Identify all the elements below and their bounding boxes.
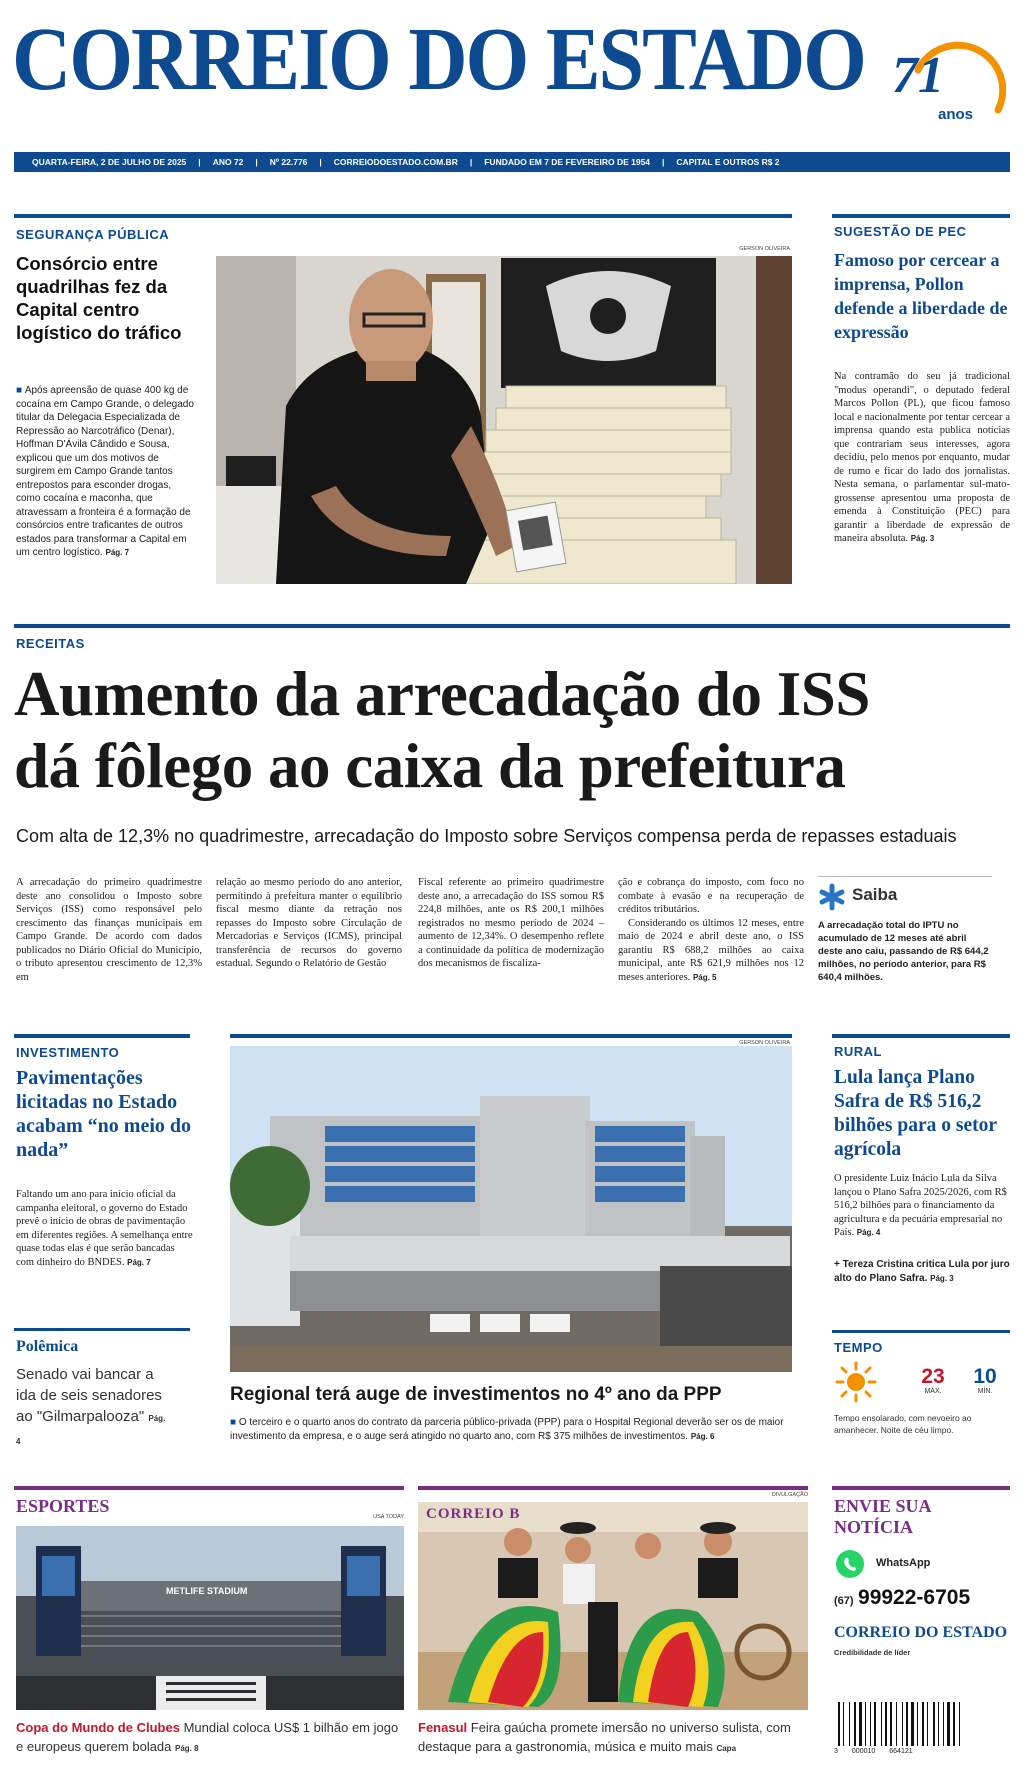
investimento-page[interactable]: Pág. 7 [127,1257,151,1267]
security-page[interactable]: Pág. 7 [105,548,130,557]
lead-col-4 [618,876,804,984]
fenasul-photo [418,1502,808,1710]
saiba-body: A arrecadação total do IPTU no acumulado de 12 meses até abril deste ano caiu, passando de R$ 644,2 milhões, no período anterior, para R$ 640,4 milhões. [818,920,989,983]
security-credit: GERSON OLIVEIRA [739,246,790,252]
investimento-kicker: INVESTIMENTO [16,1045,120,1060]
lead-headline-line2: dá fôlego ao caixa da prefeitura [14,731,846,801]
info-number: Nº 22.776 [269,157,308,167]
contact-slogan: Credibilidade de líder [834,1648,911,1657]
section-rule [14,1034,190,1038]
weather-max-value: 23 [921,1365,945,1388]
lead-deck: Com alta de 12,3% no quadrimestre, arrecadação do Imposto sobre Serviços compensa perda de repasses estaduais [16,826,957,846]
security-body [16,384,196,560]
esportes-body: Mundial coloca US$ 1 bilhão em jogo e europeus querem bolada [16,1720,399,1754]
hospital-body-text: O terceiro e o quarto anos do contrato da parceria público-privada (PPP) para o Hospital Regional deverão ser os de maior investimento da empresa, e o auge será atingido no quarto ano, com R$ 375 milhões de investimentos. [230,1417,784,1442]
whatsapp-label: WhatsApp [876,1557,931,1569]
esportes-credit: USA TODAY [373,1514,404,1520]
contact-phone[interactable] [834,1586,970,1610]
asterisk-icon [818,883,846,911]
barcode-mid: 000010 [851,1748,876,1755]
weather-min-value: 10 [973,1365,997,1388]
esportes-lead: Copa do Mundo de Clubes [16,1720,180,1735]
contact-title-line2: NOTÍCIA [834,1517,914,1537]
investimento-body [16,1188,194,1269]
polemica-page[interactable]: Pág. 4 [16,1414,166,1446]
weather-min [970,1366,1000,1395]
anniversary-number: 71 [892,47,944,104]
section-rule [14,624,1010,628]
section-rule [418,1486,808,1490]
weather-kicker: TEMPO [834,1340,883,1355]
bullet-icon: ■ [16,385,25,396]
pec-kicker: SUGESTÃO DE PEC [834,224,967,239]
lead-page[interactable]: Pág. 5 [692,972,717,982]
security-kicker: SEGURANÇA PÚBLICA [16,227,170,242]
esportes-kicker: ESPORTES [16,1496,110,1516]
barcode [834,1702,1004,1760]
lead-col-4a: ção e cobrança do imposto, com foco no combate à evasão e na recuperação de créditos tributários. [618,877,804,915]
weather-max-label: MÁX. [924,1388,942,1395]
section-rule [230,1034,792,1038]
barcode-right: 664121 [889,1748,913,1755]
weather-max [918,1366,948,1395]
info-date: QUARTA-FEIRA, 2 DE JULHO DE 2025 [32,157,187,167]
pec-page[interactable]: Pág. 3 [910,534,935,543]
weather-min-label: MÍN. [977,1388,993,1395]
correiob-body: Feira gaúcha promete imersão no universo sulista, com destaque para a gastronomia, música e muito mais [418,1720,791,1754]
investimento-body-text: Faltando um ano para início oficial da campanha eleitoral, o governo do Estado prevê o início de obras de pavimentação em diferentes regiões. A semelhança entre quase todas elas é que serão bancadas com dinheiro do BNDES. [16,1189,193,1268]
pec-headline[interactable]: Famoso por cercear a imprensa, Pollon defende a liberdade de expressão [834,250,1008,342]
lead-col-4b [618,917,804,985]
esportes-teaser[interactable] [16,1718,406,1758]
info-founded: FUNDADO EM 7 DE FEVEREIRO DE 1954 [484,157,651,167]
correiob-teaser[interactable] [418,1718,810,1758]
contact-title-line1: ENVIE SUA [834,1496,932,1516]
rural-body [834,1172,1010,1240]
polemica-body-text: Senado vai bancar a ida de seis senadores ao "Gilmarpalooza" [16,1366,162,1425]
saiba-title: Saiba [852,885,898,904]
lead-kicker: RECEITAS [16,636,85,651]
section-rule [14,1486,404,1490]
section-rule [14,1328,190,1331]
rural-headline[interactable]: Lula lança Plano Safra de R$ 516,2 bilhões para o setor agrícola [834,1067,997,1160]
barcode-icon [834,1702,1004,1748]
security-photo [216,256,792,584]
rural-body-text: O presidente Luiz Inácio Lula da Silva lançou o Plano Safra 2025/2026, com R$ 516,2 bilhões para o financiamento da agricultura e da pecuária empresarial no País. [834,1173,1007,1238]
security-body-text: Após apreensão de quase 400 kg de cocaína em Campo Grande, o delegado titular da Delegacia Especializada de Repressão ao Narcotráfico (Denar), Hoffman D'Ávila Cândido e Sousa, explicou que um dos motivos de surgirem em Campo Grande tantos entrepostos para esconder drogas, como cocaína e maconha, que atravessam a fronteira é a formação de consórcios entre traficantes de outros estados para transformar a Capital em um centro logístico. [16,385,194,558]
hospital-photo [230,1046,792,1372]
phone-number: 99922-6705 [858,1586,971,1609]
rural-related-text: + Tereza Cristina critica Lula por juro alto do Plano Safra. [834,1259,1010,1284]
section-rule [14,214,792,218]
lead-headline-line1: Aumento da arrecadação do ISS [14,659,870,729]
info-bar: QUARTA-FEIRA, 2 DE JULHO DE 2025 | ANO 72 | Nº 22.776 | CORREIODOESTADO.COM.BR | FUNDADO EM 7 DE FEVEREIRO DE 1954 | CAPITAL E OUTROS R$ 2 [14,152,1010,172]
lead-headline[interactable] [14,658,1010,802]
section-rule [832,1034,1010,1038]
security-headline[interactable]: Consórcio entre quadrilhas fez da Capital centro logístico do tráfico [16,253,182,343]
pec-body-text: Na contramão do seu já tradicional "modus operandi", o deputado federal Marcos Pollon (PL), que ficou famoso local e nacionalmente por tentar cercear a imprensa quando esta publica notícias que contrariam seus interesses, agora decidiu, pelo menos por enquanto, mudar de rumo e ficar do lado dos jornalistas. Nesta semana, o parlamentar sul-mato-grossense apresentou uma proposta de emenda à Constituição (PEC) para garantir a liberdade de expressão de maneira absoluta. [834,371,1010,544]
pec-body [834,370,1010,546]
hospital-page[interactable]: Pág. 6 [690,1431,715,1441]
rural-related[interactable] [834,1258,1012,1286]
rural-related-page[interactable]: Pág. 3 [930,1274,954,1283]
info-year: ANO 72 [212,157,244,167]
section-rule [832,1330,1010,1333]
correiob-credit: DIVULGAÇÃO [771,1492,808,1498]
section-rule [832,1486,1010,1490]
masthead-title: CORREIO DO ESTADO [12,8,865,109]
esportes-page[interactable]: Pág. 8 [175,1744,199,1753]
hospital-credit: GERSON OLIVEIRA [739,1040,790,1046]
info-price: CAPITAL E OUTROS R$ 2 [676,157,780,167]
whatsapp-icon[interactable] [836,1550,864,1578]
hospital-headline[interactable]: Regional terá auge de investimentos no 4º ano da PPP [230,1384,722,1405]
polemica-body[interactable] [16,1364,166,1452]
lead-col-3: Fiscal referente ao primeiro quadrimestre deste ano, a arrecadação do ISS somou R$ 224,8 milhões, ante os R$ 200,1 milhões registrados no mesmo período de 2024 – aumento de 12,34%. O desempenho reflete a continuidade da política de modernização dos mecanismos de fiscaliza- [418,877,604,969]
info-site[interactable]: CORREIODOESTADO.COM.BR [333,157,458,167]
stadium-sign: METLIFE STADIUM [166,1586,248,1596]
weather-text: Tempo ensolarado, com nevoeiro ao amanhecer. Noite de céu limpo. [834,1413,972,1435]
lead-col-2: relação ao mesmo período do ano anterior, permitindo à prefeitura manter o equilíbrio fiscal mesmo diante da retração nos repasses do Imposto sobre Circulação de Mercadorias e Serviços (ICMS), principal transferência de recursos do governo estadual. Segundo o Relatório de Gestão [216,877,402,969]
barcode-left: 3 [834,1748,838,1755]
sun-icon [834,1360,878,1404]
lead-col-1: A arrecadação do primeiro quadrimestre deste ano consolidou o Imposto sobre Serviços (ISS) como responsável pelo crescimento das finanças municipais em Campo Grande. De acordo com dados publicados no Diário Oficial do Município, o tributo apresentou crescimento de 12,3% em [16,877,202,983]
correiob-lead: Fenasul [418,1720,468,1735]
lead-col-4b-text: Considerando os últimos 12 meses, entre maio de 2024 e abril deste ano, o ISS garantiu R$ 688,2 milhões ao caixa municipal, ante R$ 621,9 milhões nos 12 meses anteriores. [618,917,804,983]
saiba-box [818,876,992,996]
rural-kicker: RURAL [834,1044,882,1059]
investimento-headline[interactable]: Pavimentações licitadas no Estado acabam “no meio do nada” [16,1067,191,1161]
bullet-icon: ■ [230,1417,239,1428]
phone-area: (67) [834,1595,854,1607]
contact-brand: CORREIO DO ESTADO [834,1624,1008,1641]
stadium-photo [16,1526,404,1710]
correiob-page[interactable]: Capa [716,1744,737,1753]
polemica-kicker: Polêmica [16,1338,79,1355]
rural-page[interactable]: Pág. 4 [856,1228,881,1237]
anniversary-logo [888,40,1008,130]
correiob-brand: CORREIO B [426,1506,521,1522]
contact-title [834,1496,1012,1538]
anniversary-word: anos [938,106,974,123]
hospital-body [230,1416,790,1443]
section-rule [832,214,1010,218]
